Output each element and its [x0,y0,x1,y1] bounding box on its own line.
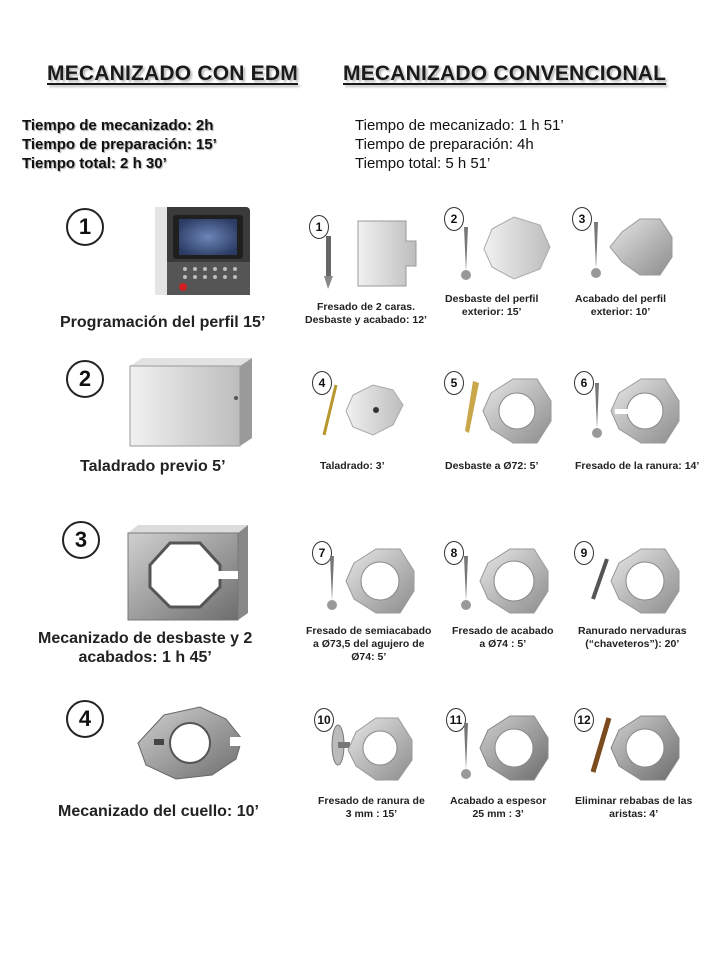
conv-step-caption: Fresado de semiacabado a Ø73,5 del agujero de Ø74: 5’ [306,625,432,663]
conv-step-number: 2 [444,207,464,231]
conv-step-number: 1 [309,215,329,239]
conv-step-number: 4 [312,371,332,395]
conv-step-number: 7 [312,541,332,565]
conv-step-number: 5 [444,371,464,395]
conv-machining-time: Tiempo de mecanizado: 1 h 51’ [355,117,564,134]
rough-bore-image [455,371,555,451]
slotting-saw-image [318,710,418,785]
conv-step-caption: Ranurado nervaduras (“chaveteros”): 20’ [578,625,687,650]
neck-machining-image [130,695,260,785]
conv-step-number: 12 [574,708,594,732]
cnc-control-panel-image [155,207,260,297]
header-edm: MECANIZADO CON EDM [47,62,298,85]
edm-prep-time: Tiempo de preparación: 15’ [22,136,217,153]
conv-step-caption: Eliminar rebabas de las aristas: 4’ [575,795,693,820]
edm-step-number: 4 [66,700,104,738]
conv-step-caption: Desbaste a Ø72: 5’ [445,460,539,472]
edm-step-number: 3 [62,521,100,559]
slot-milling-image [585,371,685,451]
conv-total-time: Tiempo total: 5 h 51’ [355,155,491,172]
drilled-block-image [130,358,260,448]
conv-step-number: 8 [444,541,464,565]
conv-prep-time: Tiempo de preparación: 4h [355,136,534,153]
conv-step-number: 3 [572,207,592,231]
conv-step-number: 6 [574,371,594,395]
conv-step-caption: Fresado de acabado a Ø74 : 5’ [452,625,554,650]
edm-step-caption: Mecanizado de desbaste y 2 acabados: 1 h 45’ [38,630,253,666]
semifinish-bore-image [320,541,420,621]
milled-block-image [318,211,418,296]
header-conventional: MECANIZADO CONVENCIONAL [343,62,667,85]
edm-stats [22,116,217,173]
conv-step-caption: Acabado del perfil exterior: 10’ [575,293,667,318]
finish-bore-image [452,541,552,621]
finished-profile-image [580,207,680,292]
drilling-image [318,375,418,450]
conv-step-caption: Desbaste del perfil exterior: 15’ [445,293,539,318]
conv-step-caption: Acabado a espesor 25 mm : 3’ [450,795,547,820]
conv-step-caption: Fresado de ranura de 3 mm : 15’ [318,795,425,820]
roughed-profile-image [452,207,552,292]
edm-step-caption: Programación del perfil 15’ [60,314,266,331]
conv-step-number: 9 [574,541,594,565]
edm-step-number: 1 [66,208,104,246]
deburring-image [585,708,685,788]
edm-step-caption: Taladrado previo 5’ [80,458,226,475]
conv-step-caption: Taladrado: 3’ [320,460,385,472]
edm-total-time: Tiempo total: 2 h 30’ [22,155,167,172]
conv-step-number: 10 [314,708,334,732]
conv-step-caption: Fresado de la ranura: 14’ [575,460,700,472]
conventional-stats [355,116,564,173]
edm-step-number: 2 [66,360,104,398]
conv-step-caption: Fresado de 2 caras. Desbaste y acabado: 12’ [305,301,427,326]
conv-step-number: 11 [446,708,466,732]
edm-machining-time: Tiempo de mecanizado: 2h [22,117,214,134]
thickness-finish-image [452,708,552,788]
edm-step-caption: Mecanizado del cuello: 10’ [58,803,259,820]
rough-cut-block-image [128,525,253,620]
keyway-grooving-image [585,541,685,621]
process-grid [0,195,720,845]
